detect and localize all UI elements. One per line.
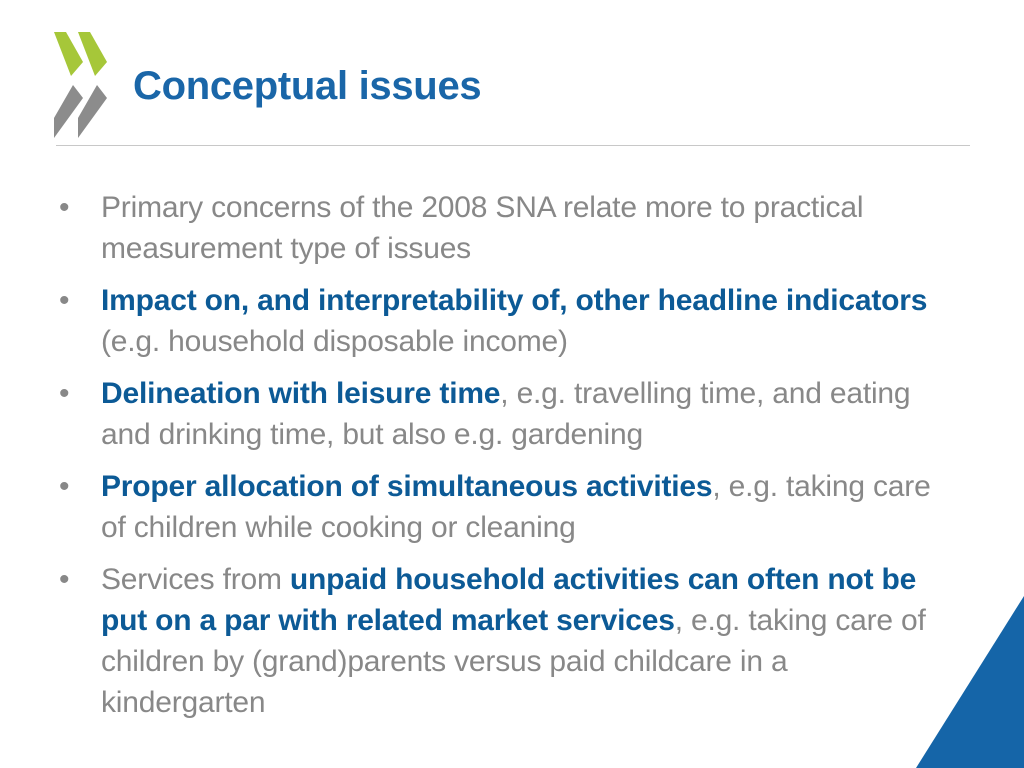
bullet-item [59,559,941,723]
bullet-emphasis-text: Delineation with leisure time [101,377,501,410]
bullet-item [59,373,941,455]
bullet-text: (e.g. household disposable income) [101,325,568,358]
oecd-chevron-logo-icon [50,28,112,142]
bullet-text: Services from [101,563,290,596]
bullet-marker: • [59,377,70,410]
bullet-marker: • [59,563,70,596]
bullet-text: , e.g. travelling time, and eating and drinking time, but also e.g. gardening [101,377,911,451]
bullet-marker: • [59,284,70,317]
chevron-green-left [54,32,83,76]
bullet-emphasis-text: Proper allocation of simultaneous activities [101,470,713,503]
title-divider [56,145,970,146]
chevron-gray-right [78,85,107,138]
bullet-emphasis-text: Impact on, and interpretability of, other headline indicators [101,284,928,317]
chevron-green-right [78,32,107,76]
bullet-text: Primary concerns of the 2008 SNA relate more to practical measurement type of issues [101,191,864,265]
bullet-item [59,187,941,269]
bullet-item [59,280,941,362]
bullet-marker: • [59,191,70,224]
bullet-emphasis-text: unpaid household activities can often not be put on a par with related market services [101,563,917,637]
bullet-item [59,466,941,548]
bullet-text: , e.g. taking care of children by (grand)parents versus paid childcare in a kindergarten [101,604,926,719]
bullet-marker: • [59,470,70,503]
corner-triangle-decoration [916,596,1024,768]
bullet-text: , e.g. taking care of children while cooking or cleaning [101,470,931,544]
slide-title: Conceptual issues [133,64,482,108]
bullet-list [59,187,941,734]
